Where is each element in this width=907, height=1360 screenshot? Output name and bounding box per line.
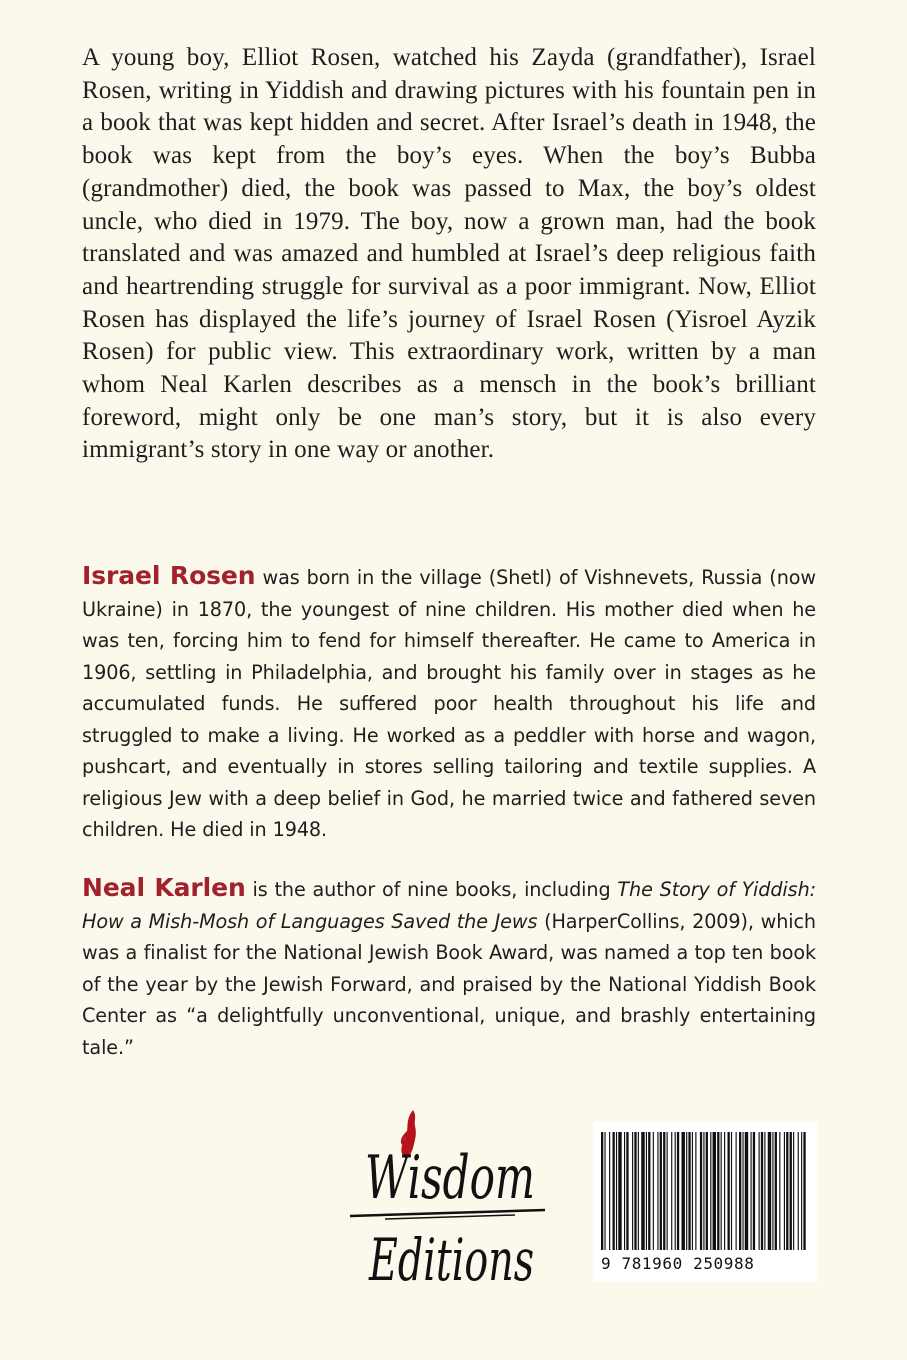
barcode-bar: [739, 1132, 741, 1250]
barcode-bar: [648, 1132, 650, 1250]
neal-karlen-name: Neal Karlen: [82, 873, 246, 902]
barcode-bar: [790, 1132, 792, 1250]
barcode-bar: [700, 1132, 702, 1250]
barcode-bar: [728, 1132, 730, 1250]
barcode-bar: [768, 1132, 771, 1250]
barcode-bar: [793, 1132, 794, 1250]
barcode-bar: [641, 1132, 644, 1250]
barcode-bar: [613, 1132, 615, 1250]
barcode-bar: [626, 1132, 628, 1250]
barcode-bar: [601, 1132, 603, 1250]
barcode-bar: [682, 1132, 685, 1250]
barcode-bar: [609, 1132, 610, 1250]
barcode-bar: [618, 1132, 621, 1250]
barcode-bar: [703, 1132, 704, 1250]
barcode-bar: [624, 1132, 625, 1250]
barcode-bar: [801, 1132, 802, 1250]
barcode-bar: [667, 1132, 668, 1250]
barcode-bar: [646, 1132, 647, 1250]
barcode-bar: [604, 1132, 605, 1250]
barcode-bar: [753, 1132, 755, 1250]
barcode-bar: [775, 1132, 777, 1250]
barcode-bar: [724, 1132, 725, 1250]
neal-karlen-bio-text-2: (HarperCollins, 2009), which was a finalist for the National Jewish Book Award, was named a top ten book of the year by the Jewish Forward, and praised by the National Yiddish Book Center as “a delightfully unconventional, unique, and brashly entertaining tale.”: [82, 909, 816, 1059]
publisher-line2: Editions: [368, 1226, 534, 1294]
barcode-bar: [688, 1132, 690, 1250]
barcode-bar: [695, 1132, 696, 1250]
barcode-bar: [772, 1132, 773, 1250]
barcode-bar: [721, 1132, 722, 1250]
barcode-bar: [686, 1132, 687, 1250]
barcode-bar: [786, 1132, 788, 1250]
barcode-bar: [784, 1132, 785, 1250]
barcode-bar: [660, 1132, 662, 1250]
barcode-bar: [692, 1132, 693, 1250]
publisher-line1: Wisdom: [365, 1143, 535, 1213]
israel-rosen-bio-text: was born in the village (Shetl) of Vishnevets, Russia (now Ukraine) in 1870, the youngest of nine children. His mother died when he was ten, forcing him to fend for himself thereafter. He came to America in 1906, settling in Philadelphia, and brought his family over in stages as he accumulated funds. He suffered poor health throughout his life and struggled to make a living. He worked as a peddler with horse and wagon, pushcart, and eventually in stores selling tailoring and textile supplies. A religious Jew with a deep belief in God, he married twice and fathered seven children. He died in 1948.: [82, 566, 816, 841]
israel-rosen-bio: [82, 560, 816, 846]
barcode-bar: [632, 1132, 633, 1250]
barcode-bar: [706, 1132, 708, 1250]
barcode-bar: [731, 1132, 732, 1250]
barcode-bar: [675, 1132, 676, 1250]
barcode-bar: [713, 1132, 716, 1250]
barcode-bar: [803, 1132, 805, 1250]
barcode-bar: [736, 1132, 737, 1250]
barcode-bar: [764, 1132, 765, 1250]
book-blurb: A young boy, Elliot Rosen, watched his Zayda (grandfather), Israel Rosen, writing in Yiddish and drawing pictures with his fountain pen in a book that was kept hidden and secret. After Israel’s death in 1948, the book was kept from the boy’s eyes. When the boy’s Bubba (grandmother) died, the book was passed to Max, the boy’s oldest uncle, who died in 1979. The boy, now a grown man, had the book translated and was amazed and humbled at Israel’s deep religious faith and heartrending struggle for survival as a poor immigrant. Now, Elliot Rosen has displayed the life’s journey of Israel Rosen (Yisroel Ayzik Rosen) for public view. This extraordinary work, written by a man whom Neal Karlen describes as a mensch in the book’s brilliant foreword, might only be one man’s story, but it is also every immigrant’s story in one way or another.: [82, 44, 816, 464]
barcode-bar: [717, 1132, 719, 1250]
barcode-bar: [663, 1132, 665, 1250]
neal-karlen-bio: [82, 872, 816, 1063]
israel-rosen-name: Israel Rosen: [82, 561, 256, 590]
barcode-bar: [653, 1132, 654, 1250]
barcode-bar: [798, 1132, 799, 1250]
book-title: The Story of Yiddish: How a Mish-Mosh of Languages Saved the Jews: [82, 878, 816, 933]
barcode-bar: [616, 1132, 617, 1250]
wisdom-editions-logo: [345, 1108, 550, 1293]
barcode-bar: [761, 1132, 763, 1250]
neal-karlen-bio-text-1: is the author of nine books, including: [245, 878, 618, 901]
barcode-bar: [751, 1132, 752, 1250]
barcode-bar: [745, 1132, 748, 1250]
barcode-bar: [638, 1132, 639, 1250]
barcode-bar: [759, 1132, 760, 1250]
barcode-bar: [657, 1132, 658, 1250]
barcode-bars: [601, 1132, 809, 1250]
barcode-bar: [671, 1132, 672, 1250]
barcode-bar: [634, 1132, 636, 1250]
barcode-bar: [742, 1132, 743, 1250]
isbn-number: 9 781960 250988: [601, 1254, 755, 1273]
barcode-bar: [710, 1132, 711, 1250]
barcode-bar: [677, 1132, 679, 1250]
barcode-bar: [779, 1132, 780, 1250]
isbn-barcode: [593, 1122, 817, 1282]
